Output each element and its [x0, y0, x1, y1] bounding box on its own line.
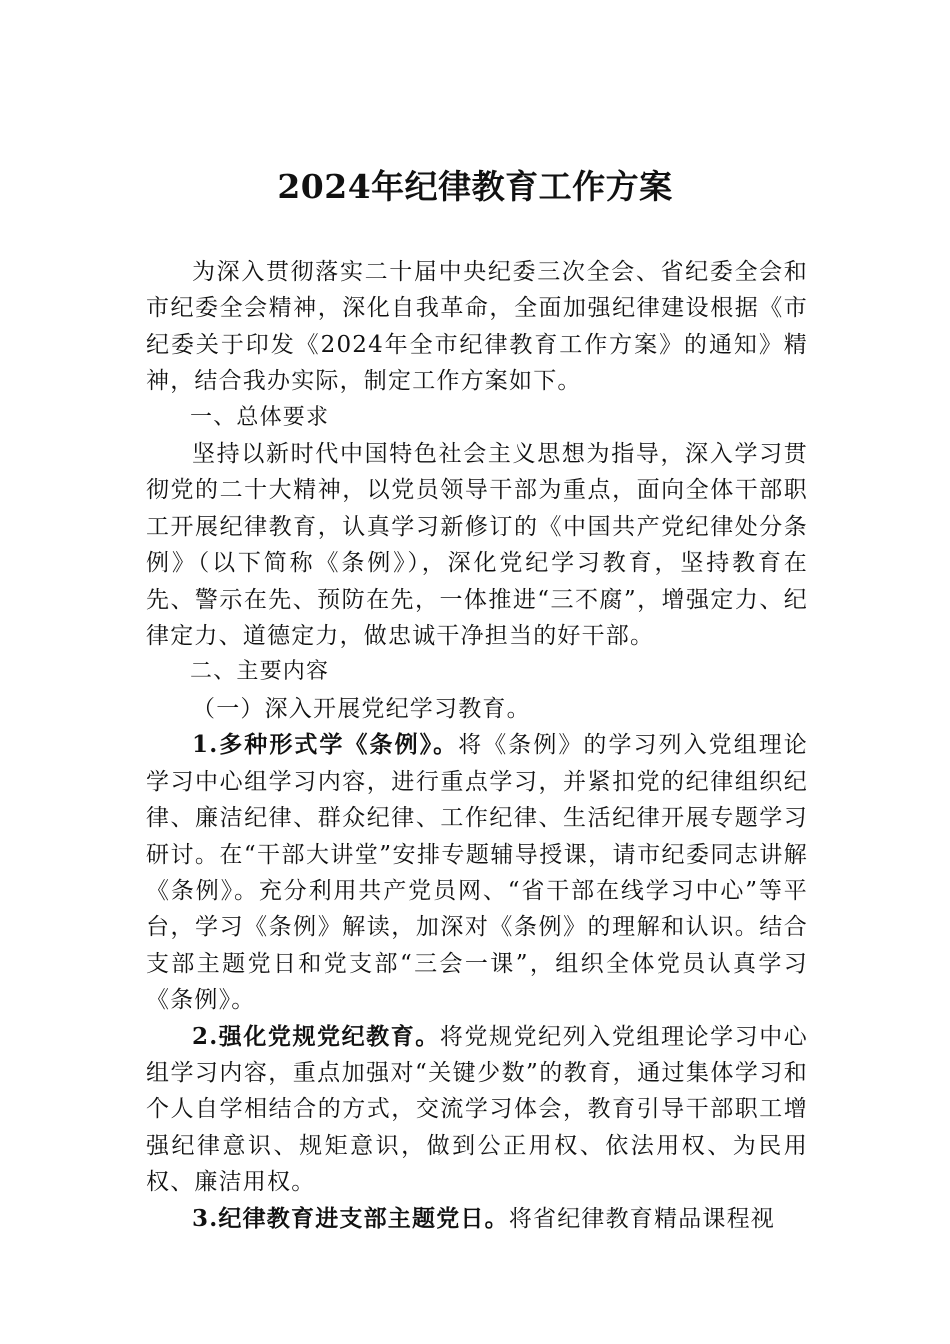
item-3-paragraph — [146, 1201, 808, 1237]
general-requirements-paragraph: 坚持以新时代中国特色社会主义思想为指导，深入学习贯彻党的二十大精神，以党员领导干部为重点，面向全体干部职工开展纪律教育，认真学习新修订的《中国共产党纪律处分条例》（以下简称《条例》），深化党纪学习教育，坚持教育在先、警示在先、预防在先，一体推进“三不腐”，增强定力、纪律定力、道德定力，做忠诚干净担当的好干部。 — [146, 441, 808, 650]
item-1-lead: 1.多种形式学《条例》。 — [192, 731, 459, 759]
document-title: 2024年纪律教育工作方案 — [277, 167, 673, 206]
item-1-paragraph — [146, 727, 808, 1018]
section-heading-general-requirements: 一、总体要求 — [190, 404, 330, 430]
item-3-text: 将省纪律教育精品课程视 — [508, 1205, 776, 1232]
item-2-paragraph — [146, 1019, 808, 1201]
intro-paragraph: 为深入贯彻落实二十届中央纪委三次全会、省纪委全会和市纪委全会精神，深化自我革命，全面加强纪律建设根据《市纪委关于印发《2024年全市纪律教育工作方案》的通知》精神，结合我办实际，制定工作方案如下。 — [146, 259, 808, 395]
section-heading-main-content: 二、主要内容 — [190, 659, 330, 685]
item-1-text: 将《条例》的学习列入党组理论学习中心组学习内容，进行重点学习，并紧扣党的纪律组织纪律、廉洁纪律、群众纪律、工作纪律、生活纪律开展专题学习研讨。在“干部大讲堂”安排专题辅导授课，请市纪委同志讲解《条例》。充分利用共产党员网、“省干部在线学习中心”等平台，学习《条例》解读，加深对《条例》的理解和认识。结合支部主题党日和党支部“三会一课”，组织全体党员认真学习《条例》。 — [146, 732, 808, 1014]
item-3-lead: 3.纪律教育进支部主题党日。 — [192, 1204, 509, 1232]
item-2-text: 将党规党纪列入党组理论学习中心组学习内容，重点加强对“关键少数”的教育，通过集体学习和个人自学相结合的方式，交流学习体会，教育引导干部职工增强纪律意识、规矩意识，做到公正用权、依法用权、为民用权、廉洁用权。 — [146, 1023, 808, 1196]
item-2-lead: 2.强化党规党纪教育。 — [192, 1022, 440, 1050]
document-body — [146, 254, 808, 1237]
subsection-heading-party-discipline-education: （一）深入开展党纪学习教育。 — [192, 695, 531, 722]
